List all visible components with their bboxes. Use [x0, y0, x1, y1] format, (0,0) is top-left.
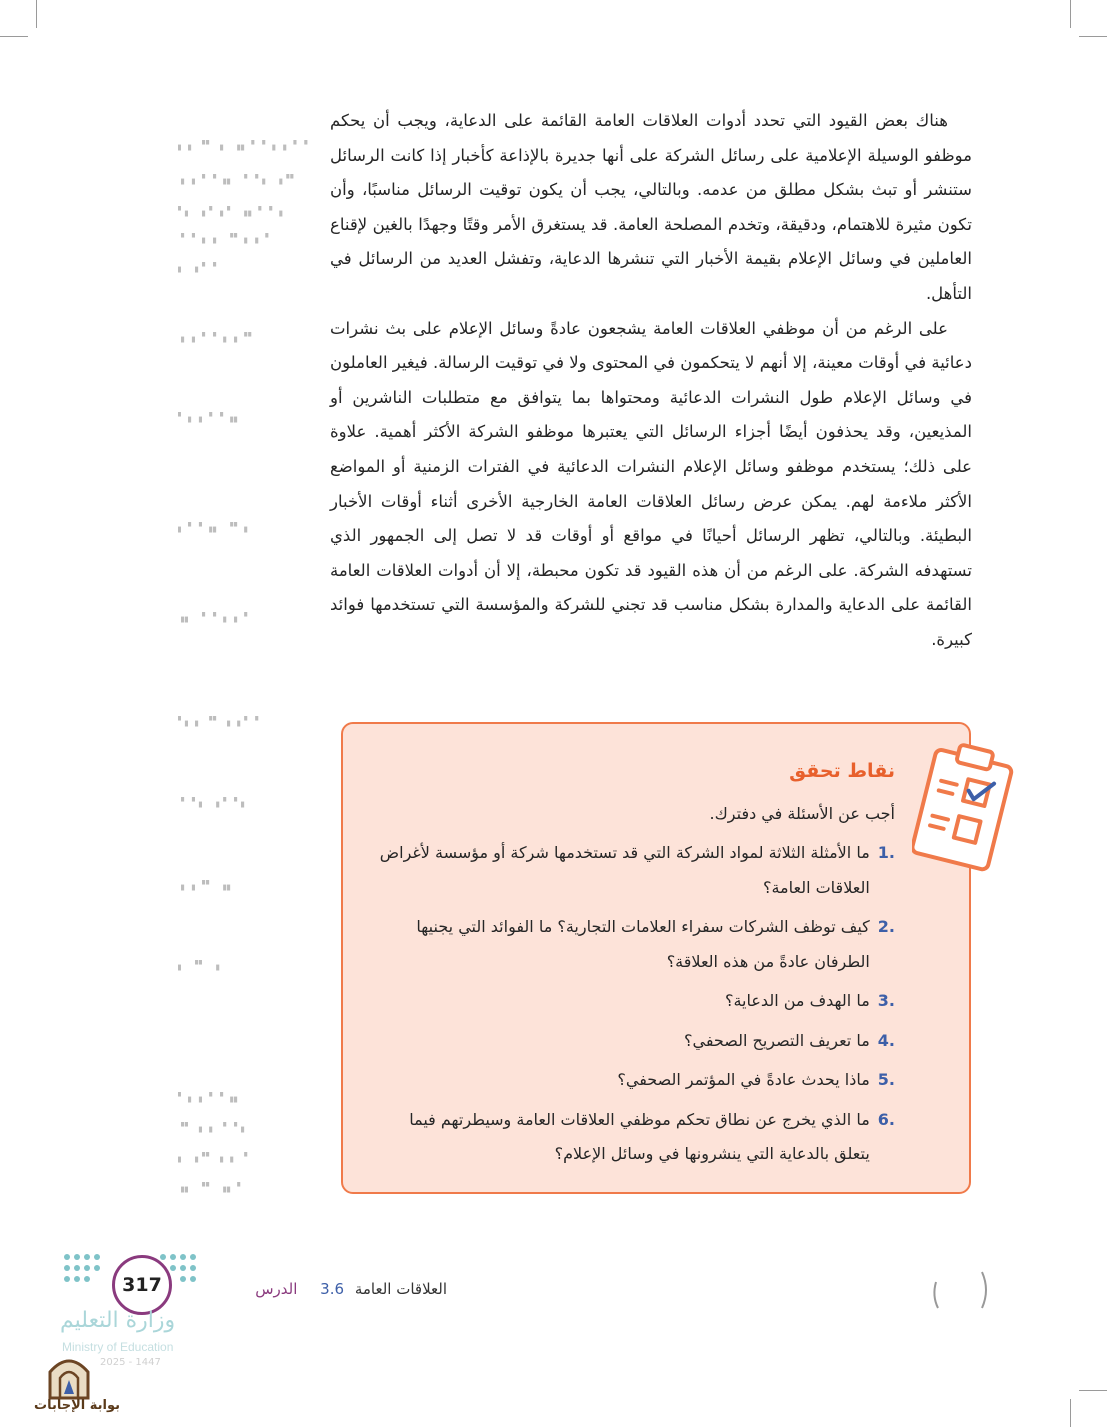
bleed-through-texture: ▖ ▗▝ ▘: [178, 262, 221, 273]
bleed-through-texture: ▖ ▝▘ ▗: [178, 960, 221, 971]
page-number: 317: [122, 1274, 162, 1296]
crop-mark: [1079, 36, 1107, 37]
crop-mark: [1079, 1390, 1107, 1391]
ministry-year: 2025 - 1447: [100, 1357, 161, 1368]
bleed-through-texture: ▘▗ ▖▝ ▘▗▖: [178, 1092, 242, 1103]
bleed-through-texture: ▘▖▗ ▝▘ ▖▗▝ ▘: [178, 716, 263, 727]
ministry-name-english: Ministry of Education: [62, 1340, 174, 1354]
question-text: ما الذي يخرج عن نطاق تحكم موظفي العلاقات العامة وسيطرتهم فيما يتعلق بالدعاية التي ينشرونها في وسائل الإعلام؟: [409, 1109, 870, 1163]
answers-portal-logo-icon: [46, 1350, 92, 1400]
lesson-label: الدرس: [255, 1280, 298, 1298]
question-text: ما الأمثلة الثلاثة لمواد الشركة التي قد تستخدمها شركة أو مؤسسة لأغراض العلاقات العامة؟: [379, 843, 870, 897]
question-number: .5: [877, 1070, 895, 1089]
bleed-through-texture: ▝▘ ▖▗ ▝ ▘▖: [178, 1122, 249, 1133]
question-number: .6: [877, 1109, 895, 1129]
checkpoint-intro: أجب عن الأسئلة في دفترك.: [709, 804, 895, 823]
question-number: .2: [877, 917, 895, 936]
question-list: [375, 836, 895, 1177]
crop-mark: [0, 36, 28, 37]
chapter-title: العلاقات العامة: [354, 1280, 447, 1298]
question-number: .3: [877, 991, 895, 1010]
paragraph: على الرغم من أن موظفي العلاقات العامة يشجعون عادةً وسائل الإعلام على بث نشرات دعائية في أوقات معينة، إلا أنهم لا يتحكمون في المحتوى ولا في توقيت الرسالة. فيغير العاملون في وسائل الإعلام طول النشرات الدعائية ومحتواها بما يتوافق مع متطلبات الناشرين أو المذيعين، وقد يحذفون أيضًا أجزاء الرسائل التي يعتبرها موظفو الشركة الأكثر أهمية. علاوة على ذلك؛ يستخدم موظفو وسائل الإعلام النشرات الدعائية في الفترات الزمنية أو المواضع الأكثر ملاءمة لهم. يمكن عرض رسائل العلاقات العامة الخارجية الأخرى أثناء أوقات الأخبار البطيئة. وبالتالي، تظهر الرسائل أحيانًا في مواقع أو أوقات قد لا تصل إلى الجمهور الذي تستهدفه الشركة. على الرغم من أن هذه القيود قد تكون محبطة، إلا أن أدوات العلاقات العامة القائمة على الدعاية والمدارة بشكل مناسب قد تجني للشركة والمؤسسة التي تستخدمها فوائد كبيرة.: [330, 318, 972, 649]
question-text: كيف توظف الشركات سفراء العلامات التجارية؟ ما الفوائد التي يجنيها الطرفان عادةً من هذه العلاقة؟: [416, 917, 870, 971]
bleed-through-texture: ▗▖ ▝▘ ▗▖▝: [178, 1182, 242, 1193]
checkpoint-title: نقاط تحقق: [789, 760, 895, 782]
paragraph: هناك بعض القيود التي تحدد أدوات العلاقات العامة القائمة على الدعاية، ويجب أن يحكم موظفو الوسيلة الإعلامية على رسائل الشركة على أنها جديرة بالإذاعة كأخبار إذا كانت الرسائل ستنشر أو تبث بشكل مطلق من عدمه. وبالتالي، يجب أن يكون توقيت الرسائل مناسبًا، وأن تكون مثيرة للاهتمام، ودقيقة، وتخدم المصلحة العامة. قد يستغرق الأمر وقتًا وجهدًا بالغين لإقناع العاملين في وسائل الإعلام بقيمة الأخبار التي تنشرها الدعاية، وتفشل العديد من الرسائل في التأهل.: [330, 111, 972, 303]
question-item: [375, 1024, 895, 1059]
bleed-through-texture: ▗▖ ▝ ▘▗ ▖▝: [178, 612, 249, 623]
question-text: ماذا يحدث عادةً في المؤتمر الصحفي؟: [617, 1070, 870, 1089]
bleed-through-texture: ▝ ▘▖ ▗▝ ▘▖: [178, 797, 249, 808]
footer-running-title: [255, 1280, 447, 1298]
checkpoint-box: [341, 722, 971, 1194]
crop-mark: [1070, 0, 1071, 28]
answers-portal-label: بوابة الإجابات: [34, 1398, 120, 1413]
crop-mark: [36, 0, 37, 28]
question-number: .4: [877, 1030, 895, 1050]
question-item: [375, 910, 895, 979]
bleed-through-texture: ▘▗ ▖▝ ▘▗▖: [178, 412, 242, 423]
question-text: ما تعريف التصريح الصحفي؟: [683, 1030, 870, 1050]
bleed-through-texture: ▗ ▖▝ ▘▗ ▖▝▘: [178, 332, 256, 343]
bleed-through-texture: ▘▖ ▗▝ ▖▘ ▗▖▝ ▘▗: [178, 206, 284, 217]
crop-mark: [1070, 1399, 1071, 1427]
bleed-through-texture: ▖▗ ▝▘ ▖ ▗▖▝ ▘▗ ▖▝ ▘: [178, 140, 312, 151]
body-text: [330, 104, 972, 658]
question-number: .1: [877, 843, 895, 862]
bleed-through-texture: ▗ ▖▝▘ ▗▖: [178, 880, 235, 891]
page-corner-mark-icon: [928, 1268, 994, 1314]
bleed-through-texture: ▖ ▗▝▘ ▖▗ ▝: [178, 1152, 249, 1163]
bleed-through-texture: ▗ ▖▝ ▘▗▖ ▝ ▘▖ ▗▝▘: [178, 174, 298, 185]
clipboard-checklist-icon: [912, 735, 1016, 877]
question-item: [375, 836, 895, 905]
ministry-name-arabic: وزارة التعليم: [60, 1308, 176, 1333]
bleed-through-texture: ▖▝ ▘▗▖ ▝▘▗: [178, 522, 249, 533]
lesson-number: 3.6: [320, 1280, 345, 1298]
page-number-badge: [112, 1255, 172, 1315]
question-item: [375, 1063, 895, 1098]
question-text: ما الهدف من الدعاية؟: [724, 991, 870, 1010]
question-item: [375, 984, 895, 1019]
question-item: [375, 1103, 895, 1172]
bleed-through-texture: ▝ ▘▗ ▖ ▝▘▗ ▖▝: [178, 233, 270, 244]
